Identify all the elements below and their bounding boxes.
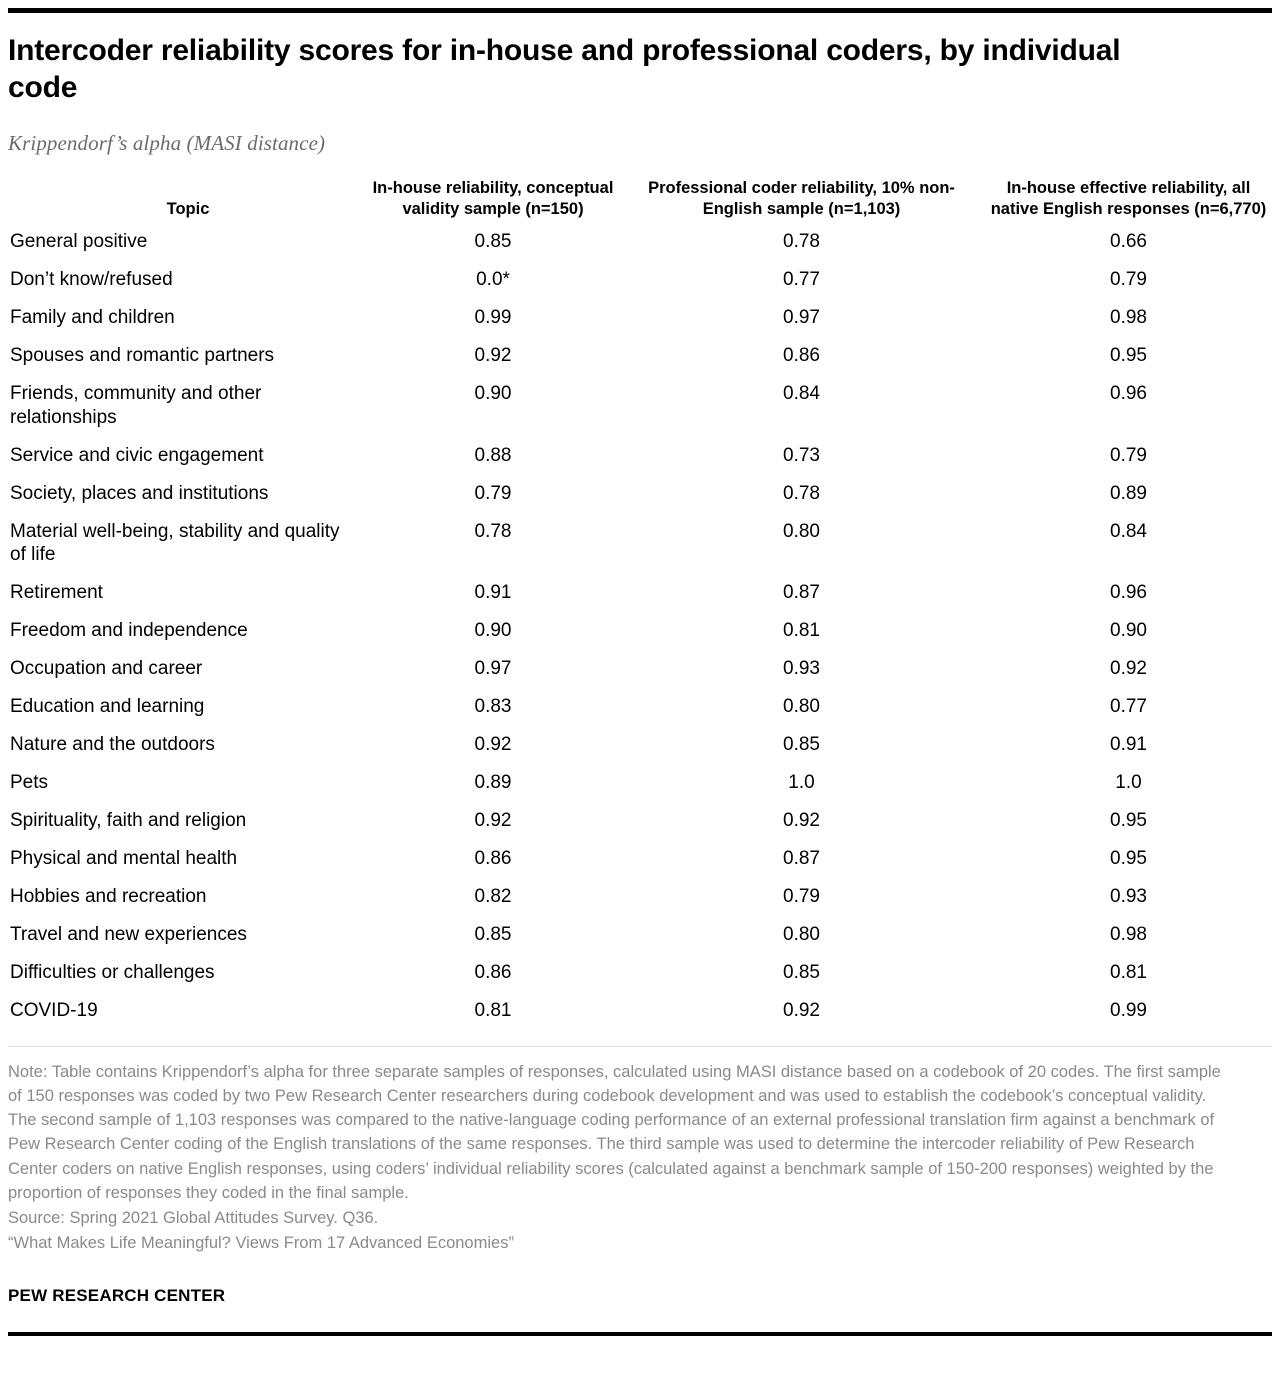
table-row xyxy=(8,437,1272,475)
value-cell-col3: 0.95 xyxy=(1110,344,1147,366)
topic-cell: Spirituality, faith and religion xyxy=(10,810,247,831)
topic-cell: Pets xyxy=(10,772,49,794)
topic-cell: Spouses and romantic partners xyxy=(10,344,275,366)
value-cell-col2: 0.86 xyxy=(783,344,820,366)
value-cell-col2: 0.77 xyxy=(783,268,820,290)
value-cell-col1: 0.85 xyxy=(474,923,512,945)
subtitle: Krippendorf’s alpha (MASI distance) xyxy=(8,130,326,155)
topic-cell: Friends, community and other relationships xyxy=(10,382,262,428)
value-cell-col3: 0.99 xyxy=(1110,999,1147,1021)
value-cell-col2: 0.80 xyxy=(783,696,820,718)
value-cell-col1: 0.90 xyxy=(474,382,512,404)
topic-cell: Nature and the outdoors xyxy=(10,734,215,756)
value-cell-col2: 0.87 xyxy=(783,847,820,869)
table-row xyxy=(8,650,1272,688)
table-row xyxy=(8,764,1272,802)
table-row xyxy=(8,916,1272,954)
value-cell-col1: 0.89 xyxy=(474,772,512,794)
table-row xyxy=(8,992,1272,1030)
value-cell-col3: 0.79 xyxy=(1110,268,1147,290)
note-text: Note: Table contains Krippendorf’s alpha for three separate samples of responses, calculated using MASI distance based on a codebook of 20 codes. The first sample of 150 responses was coded by two Pew Research Center researchers during codebook development and was used to establish the codebook’s conceptual validity. The second sample of 1,103 responses was compared to the native-language coding performance of an external professional translation firm against a benchmark of Pew Research Center coding of the English translations of the same responses. The third sample was used to determine the intercoder reliability of Pew Research Center coders on native English responses, using coders’ individual reliability scores (calculated against a benchmark sample of 150-200 responses) weighted by the proportion of responses they coded in the final sample. xyxy=(8,1062,1221,1202)
value-cell-col1: 0.90 xyxy=(474,620,512,642)
value-cell-col2: 0.93 xyxy=(783,658,820,680)
topic-cell: Don’t know/refused xyxy=(10,268,173,290)
value-cell-col2: 0.84 xyxy=(783,382,820,404)
table-row xyxy=(8,225,1272,261)
topic-cell: Society, places and institutions xyxy=(10,482,269,504)
value-cell-col3: 0.96 xyxy=(1110,582,1147,604)
column-header-in-house-effective: In-house effective reliability, all native English responses (n=6,770) xyxy=(990,178,1267,218)
value-cell-col2: 0.85 xyxy=(783,961,820,983)
topic-cell: Retirement xyxy=(10,582,103,604)
value-cell-col1: 0.92 xyxy=(474,734,512,756)
topic-cell: Freedom and independence xyxy=(10,620,248,642)
value-cell-col2: 0.80 xyxy=(783,923,820,945)
value-cell-col1: 0.81 xyxy=(474,999,512,1021)
value-cell-col3: 0.93 xyxy=(1110,885,1147,907)
value-cell-col3: 0.90 xyxy=(1110,620,1147,642)
value-cell-col1: 0.88 xyxy=(474,444,512,466)
value-cell-col2: 0.81 xyxy=(783,620,820,642)
value-cell-col1: 0.79 xyxy=(474,482,512,504)
value-cell-col2: 0.87 xyxy=(783,582,820,604)
value-cell-col3: 0.66 xyxy=(1110,231,1147,252)
value-cell-col3: 0.95 xyxy=(1110,810,1147,831)
table-row xyxy=(8,954,1272,992)
table-row xyxy=(8,612,1272,650)
value-cell-col3: 0.92 xyxy=(1110,658,1147,680)
value-cell-col2: 0.92 xyxy=(783,810,820,831)
value-cell-col1: 0.99 xyxy=(474,306,512,328)
table-header xyxy=(8,178,1272,225)
value-cell-col1: 0.0* xyxy=(476,268,510,290)
column-header-topic: Topic xyxy=(166,199,210,218)
value-cell-col3: 0.81 xyxy=(1110,961,1147,983)
value-cell-col1: 0.83 xyxy=(474,696,512,718)
topic-cell: Material well-being, stability and quality of life xyxy=(10,520,340,566)
value-cell-col2: 1.0 xyxy=(788,772,815,794)
table-row xyxy=(8,574,1272,612)
value-cell-col3: 0.95 xyxy=(1110,847,1147,869)
figure-page xyxy=(0,8,1280,1398)
value-cell-col2: 0.78 xyxy=(783,482,820,504)
value-cell-col3: 0.91 xyxy=(1110,734,1147,756)
topic-cell: Difficulties or challenges xyxy=(10,961,215,983)
table-row xyxy=(8,513,1272,575)
value-cell-col1: 0.92 xyxy=(474,344,512,366)
topic-cell: Travel and new experiences xyxy=(10,923,247,945)
reliability-table xyxy=(8,178,1272,1030)
table-body xyxy=(8,225,1272,1030)
value-cell-col1: 0.82 xyxy=(474,885,512,907)
organization-label: PEW RESEARCH CENTER xyxy=(8,1285,226,1305)
table-row xyxy=(8,878,1272,916)
value-cell-col1: 0.85 xyxy=(474,231,512,252)
value-cell-col3: 0.98 xyxy=(1110,923,1147,945)
value-cell-col1: 0.86 xyxy=(474,847,512,869)
value-cell-col2: 0.79 xyxy=(783,885,820,907)
value-cell-col3: 0.96 xyxy=(1110,382,1147,404)
table-row xyxy=(8,726,1272,764)
value-cell-col1: 0.91 xyxy=(474,582,512,604)
footer-spacer xyxy=(8,1306,1272,1332)
value-cell-col3: 1.0 xyxy=(1115,772,1142,794)
topic-cell: Family and children xyxy=(10,306,175,328)
table-row xyxy=(8,337,1272,375)
table-row xyxy=(8,375,1272,437)
topic-cell: Physical and mental health xyxy=(10,847,238,869)
column-header-in-house-conceptual: In-house reliability, conceptual validity sample (n=150) xyxy=(372,178,614,218)
top-rule xyxy=(8,8,1272,13)
topic-cell: Hobbies and recreation xyxy=(10,885,207,907)
table-row xyxy=(8,261,1272,299)
table-row xyxy=(8,840,1272,878)
value-cell-col3: 0.98 xyxy=(1110,306,1147,328)
topic-cell: Service and civic engagement xyxy=(10,444,264,466)
value-cell-col1: 0.78 xyxy=(474,520,512,542)
topic-cell: Occupation and career xyxy=(10,658,203,680)
value-cell-col2: 0.92 xyxy=(783,999,820,1021)
topic-cell: General positive xyxy=(10,231,148,252)
bottom-rule xyxy=(8,1332,1272,1336)
report-title-text: “What Makes Life Meaningful? Views From 17 Advanced Economies” xyxy=(8,1234,514,1253)
value-cell-col1: 0.92 xyxy=(474,810,512,831)
page-title: Intercoder reliability scores for in-house and professional coders, by individual code xyxy=(8,34,1121,104)
value-cell-col3: 0.84 xyxy=(1110,520,1147,542)
footer xyxy=(8,1046,1272,1306)
table-row xyxy=(8,299,1272,337)
source-text: Source: Spring 2021 Global Attitudes Survey. Q36. xyxy=(8,1209,379,1228)
value-cell-col3: 0.79 xyxy=(1110,444,1147,466)
value-cell-col2: 0.97 xyxy=(783,306,820,328)
value-cell-col3: 0.89 xyxy=(1110,482,1147,504)
topic-cell: Education and learning xyxy=(10,696,205,718)
value-cell-col2: 0.73 xyxy=(783,444,820,466)
value-cell-col2: 0.85 xyxy=(783,734,820,756)
header-row xyxy=(8,178,1272,225)
value-cell-col2: 0.80 xyxy=(783,520,820,542)
column-header-professional-coder: Professional coder reliability, 10% non-English sample (n=1,103) xyxy=(648,178,955,218)
table-row xyxy=(8,802,1272,840)
value-cell-col2: 0.78 xyxy=(783,231,820,252)
topic-cell: COVID-19 xyxy=(10,999,98,1021)
value-cell-col1: 0.86 xyxy=(474,961,512,983)
table-row xyxy=(8,688,1272,726)
value-cell-col3: 0.77 xyxy=(1110,696,1147,718)
table-row xyxy=(8,475,1272,513)
value-cell-col1: 0.97 xyxy=(474,658,512,680)
